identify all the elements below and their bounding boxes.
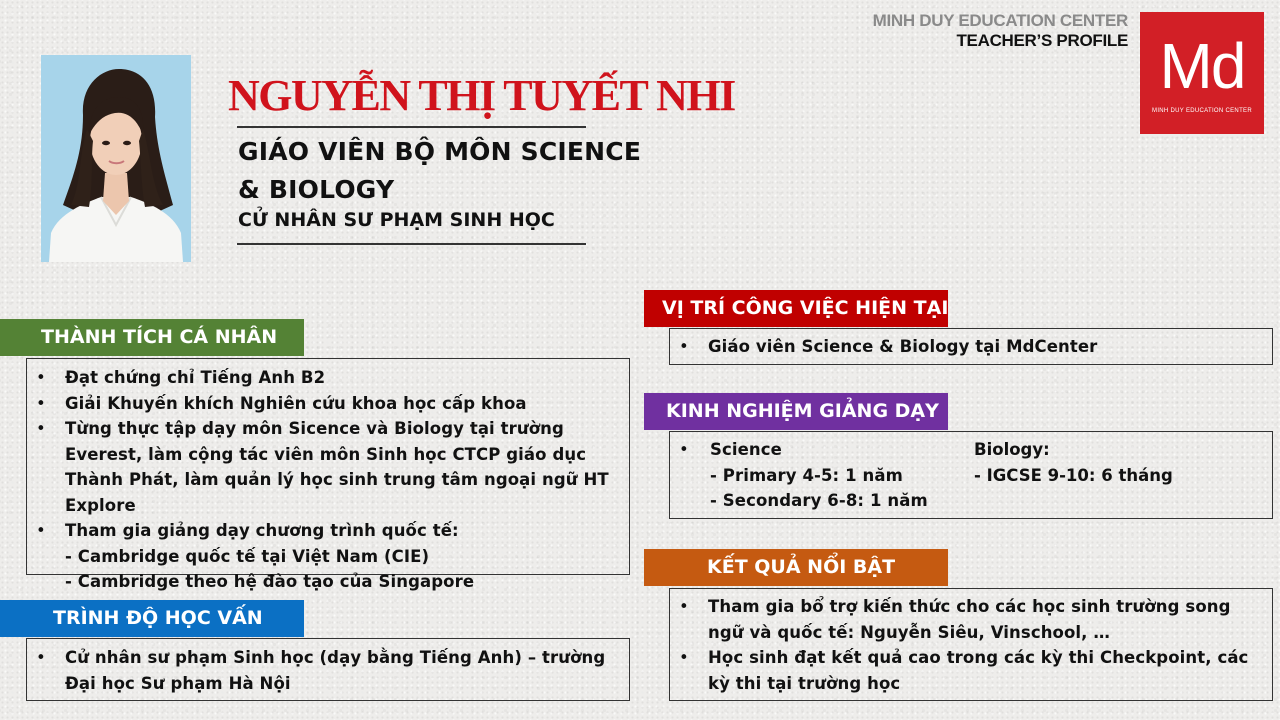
list-item: • Tham gia bổ trợ kiến thức cho các học sinh trường song ngữ và quốc tế: Nguyễn Siêu, Vinschool, … bbox=[670, 594, 1272, 645]
education-list bbox=[27, 645, 629, 696]
experience-banner: KINH NGHIỆM GIẢNG DẠY bbox=[644, 393, 948, 430]
list-item: • Đạt chứng chỉ Tiếng Anh B2 bbox=[27, 365, 629, 391]
position-banner: VỊ TRÍ CÔNG VIỆC HIỆN TẠI bbox=[644, 290, 948, 327]
center-name: MINH DUY EDUCATION CENTER bbox=[872, 11, 1128, 30]
profile-label: TEACHER’S PROFILE bbox=[956, 31, 1128, 50]
results-box bbox=[669, 588, 1273, 701]
role-line-2: & BIOLOGY bbox=[238, 175, 395, 204]
list-item: • Học sinh đạt kết quả cao trong các kỳ thi Checkpoint, các kỳ thi tại trường học bbox=[670, 645, 1272, 696]
biology-label: Biology: bbox=[974, 440, 1050, 459]
position-box bbox=[669, 328, 1273, 365]
sub-item: - Cambridge theo hệ đào tạo của Singapore bbox=[65, 572, 475, 591]
science-list bbox=[670, 437, 970, 514]
education-box bbox=[26, 638, 630, 701]
biology-column bbox=[974, 437, 1264, 488]
results-list bbox=[670, 594, 1272, 696]
title-top-rule bbox=[237, 126, 586, 128]
results-banner: KẾT QUẢ NỔI BẬT bbox=[644, 549, 948, 586]
list-item: • Cử nhân sư phạm Sinh học (dạy bằng Tiếng Anh) – trường Đại học Sư phạm Hà Nội bbox=[27, 645, 629, 696]
teacher-name: NGUYỄN THỊ TUYẾT NHI bbox=[228, 71, 735, 120]
degree-title: CỬ NHÂN SƯ PHẠM SINH HỌC bbox=[238, 209, 555, 231]
experience-box bbox=[669, 431, 1273, 519]
science-line: - Secondary 6-8: 1 năm bbox=[710, 491, 928, 510]
role-title bbox=[238, 133, 641, 209]
logo-caption: MINH DUY EDUCATION CENTER bbox=[1152, 108, 1252, 114]
education-banner: TRÌNH ĐỘ HỌC VẤN bbox=[0, 600, 304, 637]
list-item: • Giải Khuyến khích Nghiên cứu khoa học cấp khoa bbox=[27, 391, 629, 417]
science-column bbox=[670, 437, 970, 514]
sub-item: - Cambridge quốc tế tại Việt Nam (CIE) bbox=[65, 546, 430, 566]
logo-mark: Md bbox=[1159, 30, 1245, 102]
achievements-box bbox=[26, 358, 630, 591]
achievements-banner: THÀNH TÍCH CÁ NHÂN bbox=[0, 319, 304, 356]
title-bottom-rule bbox=[237, 243, 586, 245]
portrait-illustration bbox=[41, 55, 191, 262]
achievements-list bbox=[27, 365, 629, 595]
science-label: Science bbox=[710, 440, 782, 459]
science-line: - Primary 4-5: 1 năm bbox=[710, 465, 903, 485]
list-item bbox=[670, 437, 970, 514]
position-list bbox=[670, 334, 1272, 360]
md-logo bbox=[1140, 12, 1264, 134]
list-item: • Giáo viên Science & Biology tại MdCenter bbox=[670, 334, 1272, 360]
list-item bbox=[27, 518, 629, 595]
list-item: • Từng thực tập dạy môn Sicence và Biology tại trường Everest, làm cộng tác viên môn Sinh học CTCP giáo dục Thành Phát, làm quản lý học sinh trung tâm ngoại ngữ HT Explore bbox=[27, 416, 629, 518]
biology-line: - IGCSE 9-10: 6 tháng bbox=[974, 465, 1173, 485]
role-line-1: GIÁO VIÊN BỘ MÔN SCIENCE bbox=[238, 137, 642, 166]
list-item-text: Tham gia giảng dạy chương trình quốc tế: bbox=[65, 521, 459, 540]
teacher-photo bbox=[41, 55, 191, 262]
